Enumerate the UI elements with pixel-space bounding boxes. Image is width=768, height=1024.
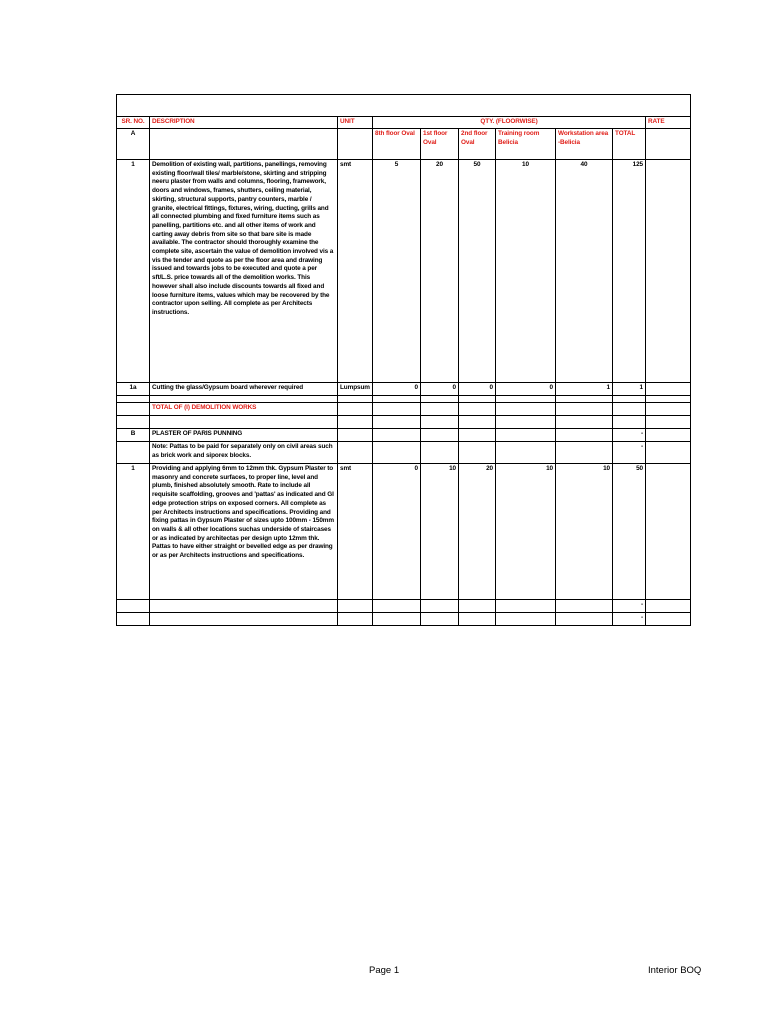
qty-total: 125 — [613, 160, 646, 383]
qty-8th: 0 — [373, 383, 421, 396]
qty-training: 0 — [496, 383, 556, 396]
qty-total: - — [613, 600, 646, 613]
header-row-1 — [117, 117, 691, 129]
table-row — [117, 403, 691, 416]
qty-1st: 0 — [421, 383, 459, 396]
header-total: TOTAL — [613, 129, 646, 160]
qty-1st: 20 — [421, 160, 459, 383]
qty-workstation: 10 — [556, 464, 613, 600]
section-b-label: B — [117, 429, 150, 442]
qty-total: - — [613, 442, 646, 464]
section-a-label: A — [117, 129, 150, 160]
table-row — [117, 464, 691, 600]
item-unit: Lumpsum — [338, 383, 373, 396]
table-row — [117, 416, 691, 429]
table-row — [117, 383, 691, 396]
table-row — [117, 442, 691, 464]
qty-2nd: 0 — [459, 383, 496, 396]
item-description: Demolition of existing wall, partitions, panellings, removing existing floor/wall tiles/ marble/stone, skirting and stripping neeru plaster from walls and columns, flooring, framework, doors and windows, frames, shutters, ceiling material, skirting, structural supports, pantry counters, marble / granite, electrical fittings, fixtures, wiring, ducting, grills and all connected plumbing and fixed furniture items such as panelling, partitions etc. and all other items of work and carting away debris from site so that bare site is made available. The contractor should thoroughly examine the complete site, ascertain the value of demolition involved vis a vis the tender and quote as per the floor area and drawing issued and towards jobs to be executed and quote a per sft/L.S. price towards all of the demolition works. This however shall also include discounts towards all fixed and loose furniture items, values which may be recovered by the contractor upon selling. All complete as per Architects instructions. — [150, 160, 338, 383]
item-no: 1a — [117, 383, 150, 396]
qty-total: 1 — [613, 383, 646, 396]
header-sr-no: SR. NO. — [117, 117, 150, 129]
qty-8th: 0 — [373, 464, 421, 600]
qty-2nd: 50 — [459, 160, 496, 383]
title-row — [117, 95, 691, 117]
qty-1st: 10 — [421, 464, 459, 600]
table-row — [117, 396, 691, 403]
header-training-room: Training room Belicia — [496, 129, 556, 160]
sheet-name: Interior BOQ — [648, 965, 702, 976]
header-description: DESCRIPTION — [150, 117, 338, 129]
item-description: Cutting the glass/Gypsum board wherever required — [150, 383, 338, 396]
item-no: 1 — [117, 160, 150, 383]
header-workstation: Workstation area -Belicia — [556, 129, 613, 160]
qty-workstation: 40 — [556, 160, 613, 383]
header-row-2 — [117, 129, 691, 160]
qty-total: 50 — [613, 464, 646, 600]
table-row — [117, 600, 691, 613]
item-unit: smt — [338, 464, 373, 600]
qty-training: 10 — [496, 464, 556, 600]
item-description: Providing and applying 6mm to 12mm thk. Gypsum Plaster to masonry and concrete surfaces, to proper line, level and plumb, finished absolutely smooth. Rate to include all requisite scaffolding, grooves and 'pattas' as indicated and GI edge protection strips on exposed corners. All complete as per Architects instructions and specifications. Providing and fixing pattas in Gypsum Plaster of sizes upto 100mm - 150mm on walls & all other locations suchas underside of staircases or as indicated by architectas per design upto 12mm thk. Pattas to have either straight or bevelled edge as per drawing or as per Architects instructions and specifications. — [150, 464, 338, 600]
header-floor-1st: 1st floor Oval — [421, 129, 459, 160]
page-number: Page 1 — [369, 965, 400, 976]
qty-workstation: 1 — [556, 383, 613, 396]
table-row — [117, 613, 691, 626]
table-row — [117, 429, 691, 442]
header-floor-8th: 8th floor Oval — [373, 129, 421, 160]
table-row — [117, 160, 691, 383]
item-unit: smt — [338, 160, 373, 383]
boq-table — [116, 94, 691, 626]
qty-8th: 5 — [373, 160, 421, 383]
header-qty-floorwise: QTY. (FLOORWISE) — [373, 117, 646, 129]
header-rate: RATE — [646, 117, 691, 129]
qty-training: 10 — [496, 160, 556, 383]
header-unit: UNIT — [338, 117, 373, 129]
section-a-total-label: TOTAL OF (I) DEMOLITION WORKS — [150, 403, 338, 416]
section-b-title: PLASTER OF PARIS PUNNING — [150, 429, 338, 442]
qty-total: - — [613, 429, 646, 442]
qty-2nd: 20 — [459, 464, 496, 600]
qty-total: - — [613, 613, 646, 626]
item-no: 1 — [117, 464, 150, 600]
section-b-note: Note: Pattas to be paid for separately only on civil areas such as brick work and siporex blocks. — [150, 442, 338, 464]
header-floor-2nd: 2nd floor Oval — [459, 129, 496, 160]
